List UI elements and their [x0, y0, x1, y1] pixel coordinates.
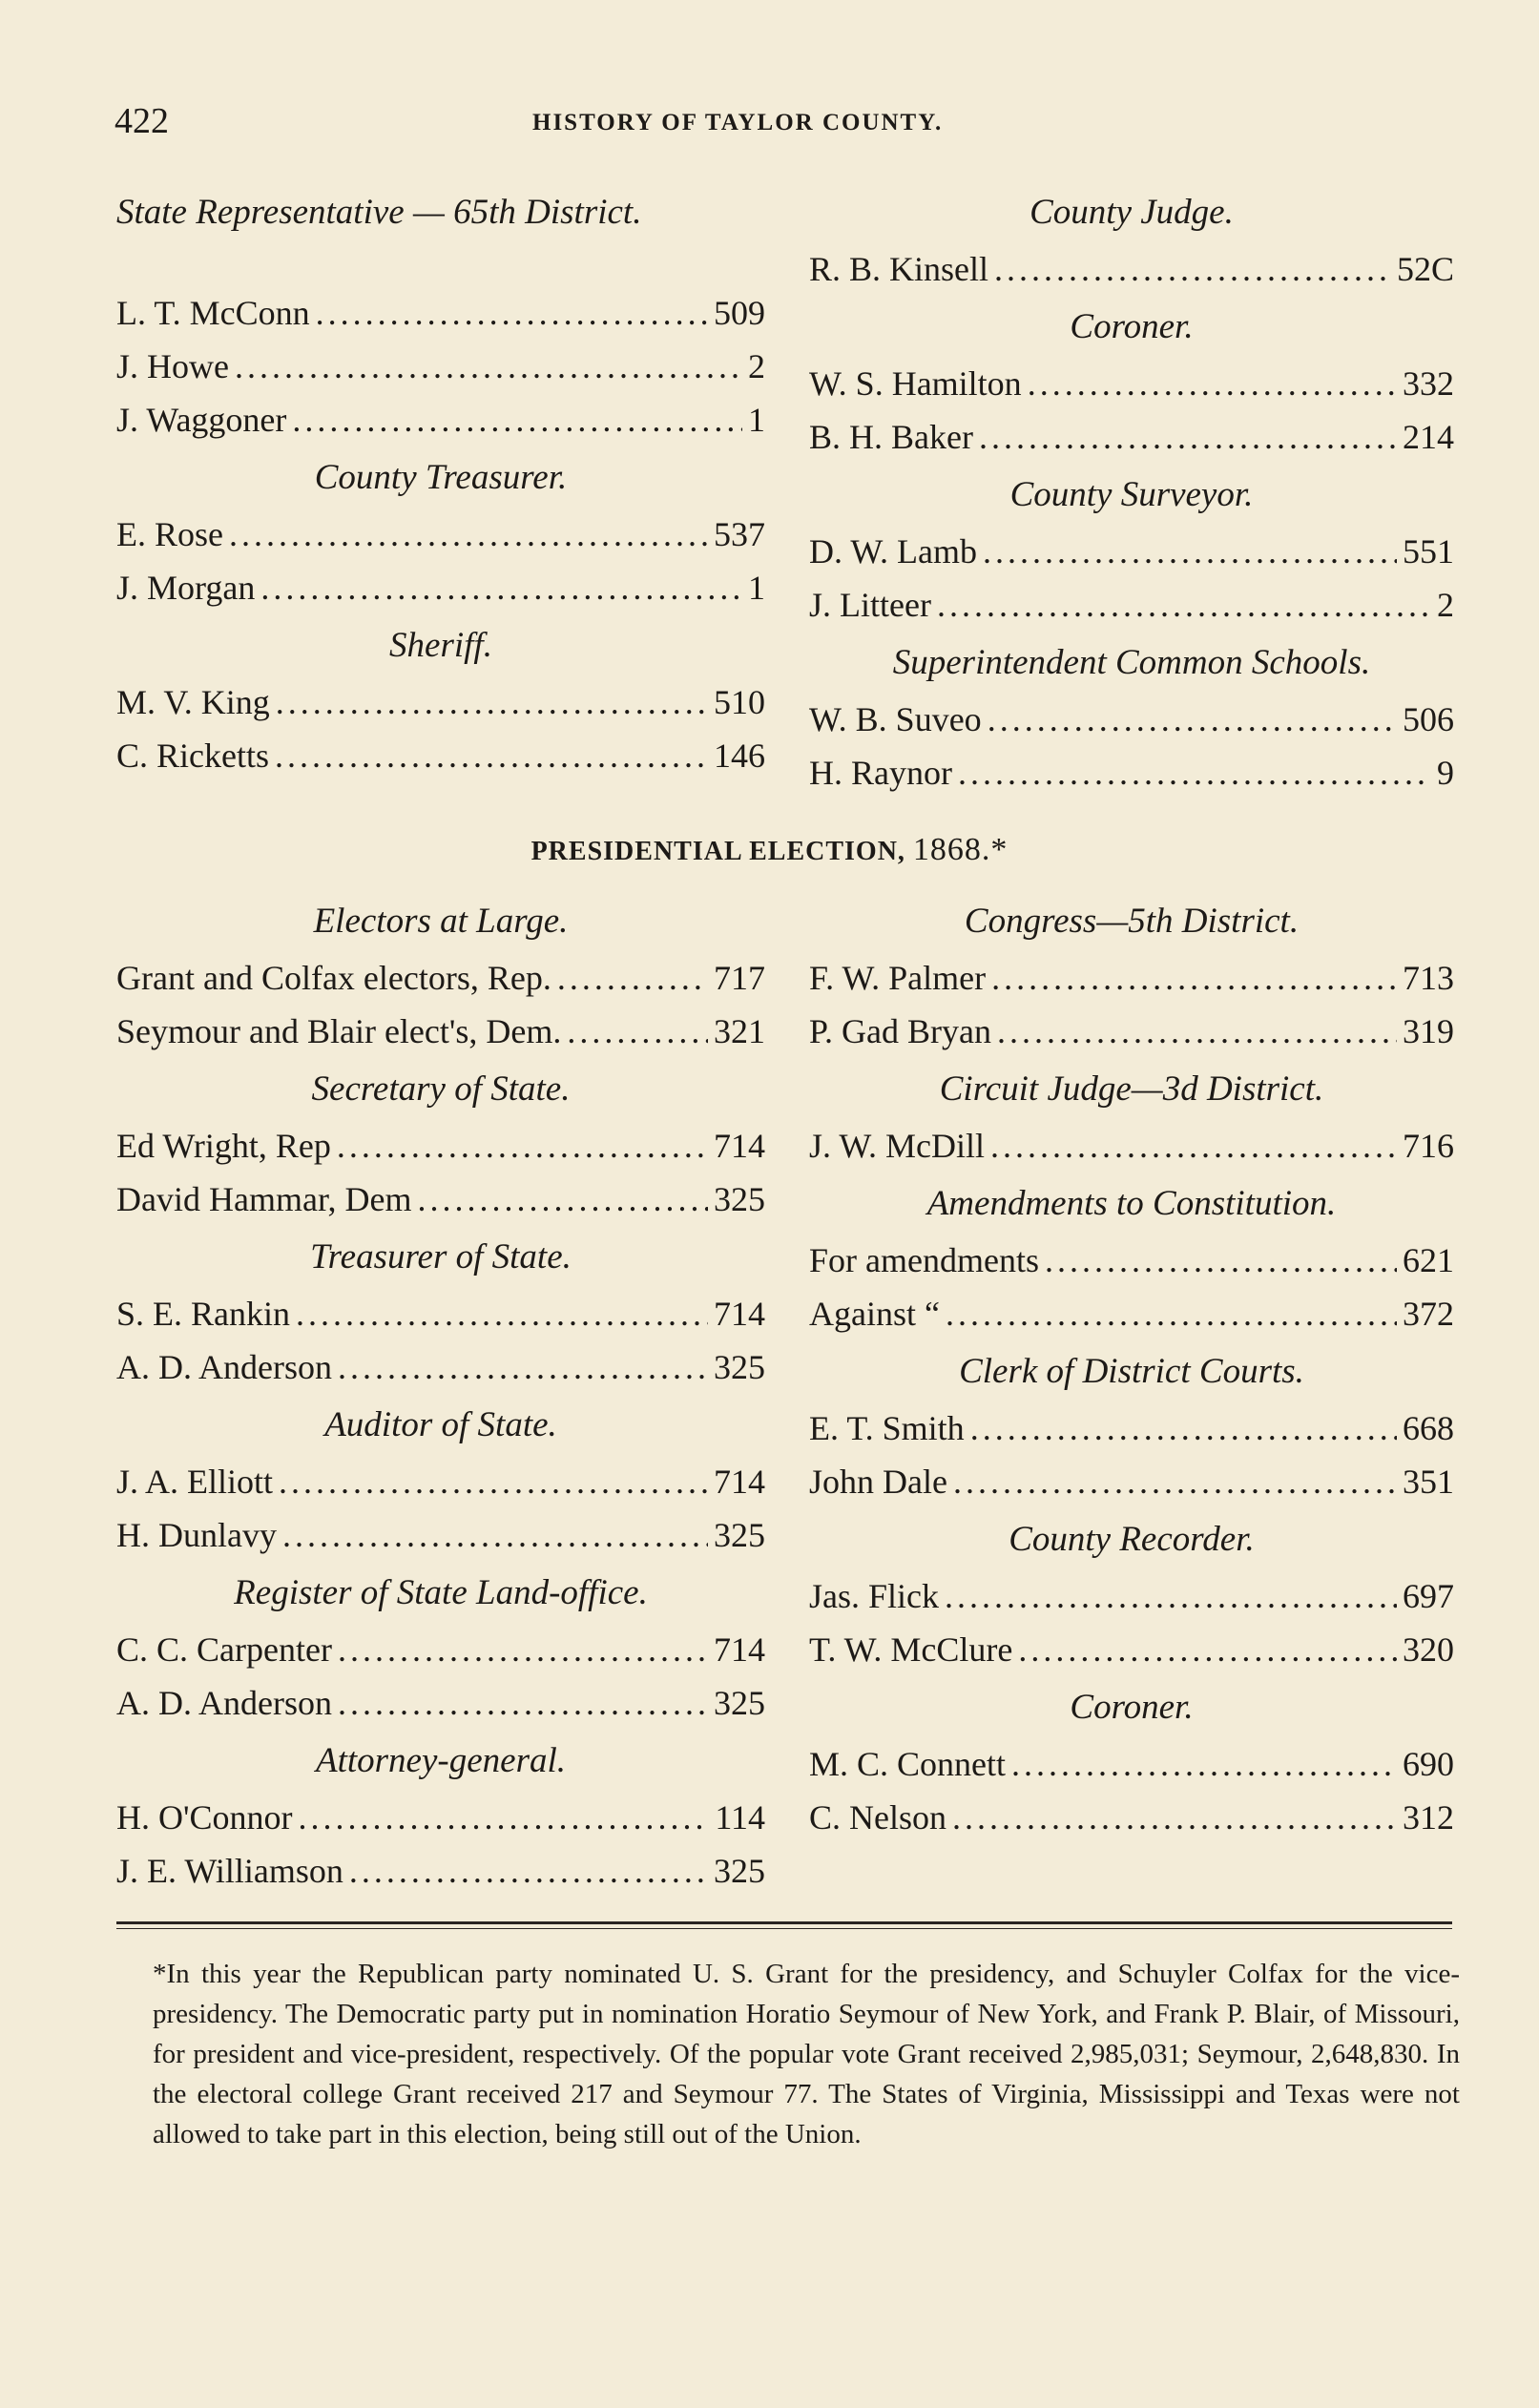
- candidate-name: Jas. Flick: [809, 1577, 940, 1615]
- office-block: [809, 1518, 1454, 1686]
- leader-dots: [349, 1844, 708, 1898]
- office-block: [116, 624, 765, 792]
- candidate-row: [809, 1569, 1454, 1623]
- candidate-name: Against “: [809, 1295, 940, 1333]
- leader-dots: [937, 578, 1431, 632]
- vote-count: 114: [715, 1798, 765, 1837]
- leader-dots: [991, 951, 1397, 1005]
- office-block: [116, 1571, 765, 1739]
- leader-dots: [296, 1287, 708, 1340]
- vote-count: 714: [714, 1630, 765, 1669]
- candidate-row: [809, 746, 1454, 799]
- vote-count: 717: [714, 959, 765, 997]
- office-heading: State Representative — 65th District.: [116, 193, 642, 232]
- office-block: [116, 1068, 765, 1235]
- vote-count: 668: [1403, 1409, 1454, 1447]
- office-heading: Amendments to Constitution.: [926, 1184, 1337, 1223]
- leader-dots: [316, 286, 708, 340]
- leader-dots: [337, 1119, 708, 1173]
- section2-left-column: [116, 900, 765, 1907]
- candidate-row: [116, 1508, 765, 1562]
- office-block: [116, 191, 765, 456]
- leader-dots: [997, 1005, 1397, 1058]
- block-spacer: [809, 1676, 1454, 1686]
- candidate-row: [116, 340, 765, 393]
- office-block: [809, 1686, 1454, 1854]
- candidate-name: Grant and Colfax electors, Rep.: [116, 959, 551, 997]
- candidate-row: [116, 561, 765, 614]
- page-number: 422: [114, 101, 169, 141]
- office-heading: Auditor of State.: [324, 1405, 557, 1444]
- candidate-row: [809, 1234, 1454, 1287]
- candidate-name: J. E. Williamson: [116, 1852, 343, 1890]
- candidate-row: [809, 951, 1454, 1005]
- office-heading: Clerk of District Courts.: [959, 1352, 1304, 1391]
- leader-dots: [276, 675, 708, 729]
- candidate-name: Seymour and Blair elect's, Dem.: [116, 1012, 562, 1050]
- vote-count: 509: [714, 294, 765, 332]
- vote-count: 319: [1403, 1012, 1454, 1050]
- presidential-election-heading: [0, 832, 1539, 868]
- vote-count: 320: [1403, 1630, 1454, 1669]
- section2-right-column: [809, 900, 1454, 1854]
- vote-count: 325: [714, 1684, 765, 1722]
- leader-dots: [235, 340, 742, 393]
- vote-count: 325: [714, 1180, 765, 1218]
- candidate-row: [116, 675, 765, 729]
- running-title: HISTORY OF TAYLOR COUNTY.: [532, 110, 944, 135]
- office-heading: Sheriff.: [389, 626, 492, 665]
- vote-count: 325: [714, 1852, 765, 1890]
- candidate-name: C. Ricketts: [116, 737, 269, 775]
- candidate-row: [809, 1791, 1454, 1844]
- leader-dots: [958, 746, 1431, 799]
- office-heading: County Judge.: [1029, 193, 1234, 232]
- leader-dots: [945, 1569, 1397, 1623]
- candidate-name: J. Howe: [116, 347, 229, 385]
- leader-dots: [275, 729, 708, 782]
- vote-count: 146: [714, 737, 765, 775]
- candidate-name: John Dale: [809, 1463, 947, 1501]
- vote-count: 214: [1403, 418, 1454, 456]
- block-spacer: [809, 799, 1454, 809]
- footnote: *In this year the Republican party nominated U. S. Grant for the presidency, and Schuyler Colfax for the vice-presidency. The Democratic party put in nomination Horatio Seymour of New York, and Frank P. Blair, of Missouri, for president and vice-president, respectively. Of the popular vote Grant received 2,985,031; Seymour, 2,648,830. In the electoral college Grant received 217 and Seymour 77. The States of Virginia, Mississippi and Texas were not allowed to take part in this election, being still out of the Union.: [153, 1959, 1460, 2149]
- candidate-row: [116, 1005, 765, 1058]
- candidate-row: [116, 1287, 765, 1340]
- leader-dots: [970, 1401, 1397, 1455]
- vote-count: 52C: [1396, 250, 1454, 288]
- office-heading: County Treasurer.: [314, 458, 568, 497]
- candidate-name: J. W. McDill: [809, 1127, 986, 1165]
- candidate-row: [116, 508, 765, 561]
- office-block: [116, 1235, 765, 1403]
- candidate-name: H. Raynor: [809, 754, 952, 792]
- candidate-name: S. E. Rankin: [116, 1295, 291, 1333]
- vote-count: 1: [748, 569, 765, 607]
- block-spacer: [116, 1898, 765, 1907]
- leader-dots: [1045, 1234, 1397, 1287]
- vote-count: 551: [1403, 532, 1454, 571]
- leader-dots: [292, 393, 742, 446]
- candidate-row: [809, 693, 1454, 746]
- block-spacer: [116, 1058, 765, 1068]
- leader-dots: [338, 1340, 708, 1394]
- candidate-row: [809, 242, 1454, 296]
- vote-count: 312: [1403, 1798, 1454, 1837]
- candidate-row: [809, 1005, 1454, 1058]
- candidate-name: P. Gad Bryan: [809, 1012, 991, 1050]
- candidate-row: [809, 1623, 1454, 1676]
- candidate-row: [809, 525, 1454, 578]
- leader-dots: [983, 525, 1397, 578]
- candidate-name: For amendments: [809, 1241, 1039, 1279]
- office-heading: Electors at Large.: [313, 902, 569, 941]
- leader-dots: [1028, 357, 1397, 410]
- block-spacer: [116, 1562, 765, 1571]
- block-spacer: [116, 446, 765, 456]
- leader-dots: [990, 1119, 1397, 1173]
- vote-count: 2: [748, 347, 765, 385]
- office-heading: County Recorder.: [1009, 1520, 1255, 1559]
- block-spacer: [116, 1394, 765, 1403]
- vote-count: 1: [748, 401, 765, 439]
- candidate-name: T. W. McClure: [809, 1630, 1013, 1669]
- vote-count: 690: [1403, 1745, 1454, 1783]
- vote-count: 372: [1403, 1295, 1454, 1333]
- leader-dots: [953, 1455, 1397, 1508]
- block-spacer: [116, 1226, 765, 1235]
- block-spacer: [809, 1058, 1454, 1068]
- candidate-row: [116, 1676, 765, 1730]
- candidate-name: J. A. Elliott: [116, 1463, 274, 1501]
- block-spacer: [116, 1730, 765, 1739]
- block-spacer: [809, 1508, 1454, 1518]
- candidate-row: [809, 1287, 1454, 1340]
- presidential-year: 1868.*: [912, 832, 1009, 867]
- leader-dots: [946, 1287, 1397, 1340]
- candidate-row: [116, 1173, 765, 1226]
- vote-count: 621: [1403, 1241, 1454, 1279]
- footnote-rule-thin: [116, 1928, 1452, 1929]
- leader-dots: [567, 1005, 708, 1058]
- office-heading: Secretary of State.: [311, 1069, 571, 1109]
- leader-dots: [260, 561, 742, 614]
- block-spacer: [116, 782, 765, 792]
- candidate-name: J. Waggoner: [116, 401, 287, 439]
- candidate-row: [116, 729, 765, 782]
- candidate-name: J. Litteer: [809, 586, 931, 624]
- candidate-row: [809, 410, 1454, 464]
- candidate-name: D. W. Lamb: [809, 532, 977, 571]
- candidate-row: [116, 1623, 765, 1676]
- office-block: [116, 900, 765, 1068]
- block-spacer: [809, 464, 1454, 473]
- candidate-name: M. C. Connett: [809, 1745, 1007, 1783]
- vote-count: 697: [1403, 1577, 1454, 1615]
- vote-count: 714: [714, 1127, 765, 1165]
- candidate-name: A. D. Anderson: [116, 1348, 332, 1386]
- office-block: [116, 456, 765, 624]
- office-block: [809, 1068, 1454, 1182]
- candidate-name: C. C. Carpenter: [116, 1630, 332, 1669]
- candidate-name: W. B. Suveo: [809, 700, 982, 738]
- candidate-row: [116, 951, 765, 1005]
- vote-count: 9: [1437, 754, 1454, 792]
- candidate-name: Ed Wright, Rep: [116, 1127, 331, 1165]
- leader-dots: [298, 1791, 709, 1844]
- block-spacer: [809, 1340, 1454, 1350]
- vote-count: 716: [1403, 1127, 1454, 1165]
- office-block: [809, 473, 1454, 641]
- vote-count: 510: [714, 683, 765, 721]
- leader-dots: [229, 508, 708, 561]
- office-block: [809, 1182, 1454, 1350]
- section1-left-column: [116, 191, 765, 792]
- leader-dots: [338, 1623, 708, 1676]
- candidate-row: [809, 578, 1454, 632]
- office-heading: Register of State Land-office.: [234, 1573, 648, 1612]
- candidate-name: B. H. Baker: [809, 418, 973, 456]
- candidate-row: [116, 1455, 765, 1508]
- footnote-rule-thick: [116, 1921, 1452, 1924]
- office-block: [809, 900, 1454, 1068]
- vote-count: 714: [714, 1295, 765, 1333]
- office-heading: Coroner.: [1070, 307, 1194, 346]
- vote-count: 351: [1403, 1463, 1454, 1501]
- office-heading: County Surveyor.: [1009, 475, 1254, 514]
- candidate-name: A. D. Anderson: [116, 1684, 332, 1722]
- office-block: [809, 191, 1454, 305]
- leader-dots: [952, 1791, 1397, 1844]
- office-block: [809, 1350, 1454, 1518]
- leader-dots: [994, 242, 1391, 296]
- leader-dots: [988, 693, 1397, 746]
- candidate-name: David Hammar, Dem: [116, 1180, 412, 1218]
- candidate-row: [116, 1119, 765, 1173]
- block-spacer: [809, 1173, 1454, 1182]
- section1-right-column: [809, 191, 1454, 809]
- candidate-row: [116, 1340, 765, 1394]
- office-heading: Superintendent Common Schools.: [892, 643, 1371, 682]
- candidate-row: [116, 1844, 765, 1898]
- candidate-name: E. T. Smith: [809, 1409, 965, 1447]
- office-heading: Coroner.: [1070, 1688, 1194, 1727]
- candidate-row: [809, 1401, 1454, 1455]
- candidate-row: [809, 1119, 1454, 1173]
- office-heading: Circuit Judge—3d District.: [939, 1069, 1324, 1109]
- office-heading: Attorney-general.: [316, 1741, 566, 1780]
- vote-count: 332: [1403, 364, 1454, 403]
- candidate-name: F. W. Palmer: [809, 959, 987, 997]
- candidate-row: [809, 1455, 1454, 1508]
- block-spacer: [116, 614, 765, 624]
- candidate-row: [809, 357, 1454, 410]
- candidate-name: H. O'Connor: [116, 1798, 293, 1837]
- leader-dots: [282, 1508, 708, 1562]
- leader-dots: [279, 1455, 708, 1508]
- leader-dots: [1011, 1737, 1397, 1791]
- candidate-row: [116, 1791, 765, 1844]
- office-block: [116, 1739, 765, 1907]
- vote-count: 2: [1437, 586, 1454, 624]
- vote-count: 321: [714, 1012, 765, 1050]
- vote-count: 713: [1403, 959, 1454, 997]
- candidate-name: L. T. McConn: [116, 294, 310, 332]
- candidate-name: M. V. King: [116, 683, 270, 721]
- leader-dots: [557, 951, 708, 1005]
- candidate-name: J. Morgan: [116, 569, 256, 607]
- leader-dots: [1018, 1623, 1397, 1676]
- block-spacer: [809, 632, 1454, 641]
- leader-dots: [338, 1676, 708, 1730]
- candidate-row: [116, 393, 765, 446]
- candidate-name: W. S. Hamilton: [809, 364, 1022, 403]
- vote-count: 325: [714, 1516, 765, 1554]
- leader-dots: [979, 410, 1397, 464]
- vote-count: 714: [714, 1463, 765, 1501]
- candidate-row: [116, 286, 765, 340]
- vote-count: 325: [714, 1348, 765, 1386]
- office-block: [809, 641, 1454, 809]
- office-heading: Treasurer of State.: [310, 1237, 572, 1277]
- candidate-row: [809, 1737, 1454, 1791]
- vote-count: 537: [714, 515, 765, 553]
- leader-dots: [417, 1173, 708, 1226]
- candidate-name: R. B. Kinsell: [809, 250, 989, 288]
- candidate-name: H. Dunlavy: [116, 1516, 277, 1554]
- presidential-title: PRESIDENTIAL ELECTION,: [530, 837, 905, 866]
- vote-count: 506: [1403, 700, 1454, 738]
- office-heading: Congress—5th District.: [964, 902, 1300, 941]
- office-block: [809, 305, 1454, 473]
- office-block: [116, 1403, 765, 1571]
- block-spacer: [809, 1844, 1454, 1854]
- candidate-name: C. Nelson: [809, 1798, 946, 1837]
- page-header: [114, 100, 1450, 148]
- candidate-name: E. Rose: [116, 515, 223, 553]
- block-spacer: [809, 296, 1454, 305]
